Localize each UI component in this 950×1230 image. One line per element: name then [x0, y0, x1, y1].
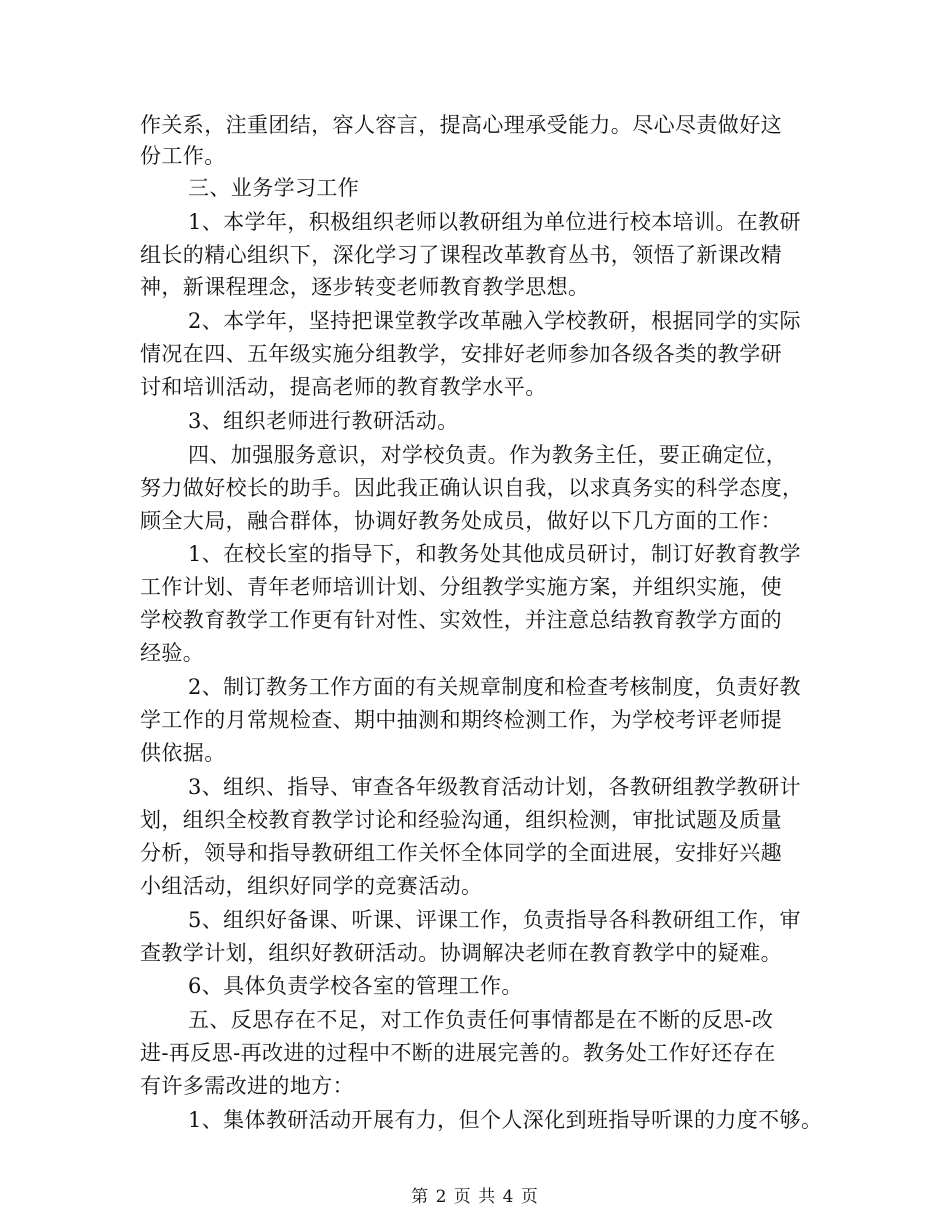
- section-heading: 四、加强服务意识，对学校负责。作为教务主任，要正确定位，: [188, 443, 788, 467]
- text-line: 查教学计划，组织好教研活动。协调解决老师在教育教学中的疑难。: [140, 941, 782, 965]
- text-line: 情况在四、五年级实施分组教学，安排好老师参加各级各类的教学研: [140, 342, 782, 366]
- text-line: 进-再反思-再改进的过程中不断的进展完善的。教务处工作好还存在: [140, 1041, 776, 1065]
- text-line: 5、组织好备课、听课、评课工作，负责指导各科教研组工作，审: [188, 908, 801, 932]
- text-line: 3、组织、指导、审查各年级教育活动计划，各教研组教学教研计: [188, 775, 801, 799]
- text-line: 作关系，注重团结，容人容言，提高心理承受能力。尽心尽责做好这: [140, 113, 782, 137]
- section-heading: 三、业务学习工作: [188, 176, 360, 200]
- text-line: 小组活动，组织好同学的竞赛活动。: [140, 874, 483, 898]
- text-line: 分析，领导和指导教研组工作关怀全体同学的全面进展，安排好兴趣: [140, 841, 782, 865]
- text-line: 6、具体负责学校各室的管理工作。: [188, 974, 523, 998]
- text-line: 工作计划、青年老师培训计划、分组教学实施方案，并组织实施，使: [140, 575, 782, 599]
- text-line: 2、制订教务工作方面的有关规章制度和检查考核制度，负责好教: [188, 675, 801, 699]
- text-line: 讨和培训活动，提高老师的教育教学水平。: [140, 375, 547, 399]
- text-line: 顾全大局，融合群体，协调好教务处成员，做好以下几方面的工作：: [140, 509, 782, 533]
- text-line: 经验。: [140, 641, 205, 665]
- text-line: 学工作的月常规检查、期中抽测和期终检测工作，为学校考评老师提: [140, 708, 782, 732]
- text-line: 1、集体教研活动开展有力，但个人深化到班指导听课的力度不够。: [188, 1108, 823, 1132]
- text-line: 3、组织老师进行教研活动。: [188, 409, 459, 433]
- text-line: 1、在校长室的指导下，和教务处其他成员研讨，制订好教育教学: [188, 542, 801, 566]
- text-line: 神，新课程理念，逐步转变老师教育教学思想。: [140, 275, 590, 299]
- text-line: 努力做好校长的助手。因此我正确认识自我，以求真务实的科学态度，: [140, 476, 804, 500]
- page-footer: 第 2 页 共 4 页: [411, 1187, 539, 1207]
- text-line: 学校教育教学工作更有针对性、实效性，并注意总结教育教学方面的: [140, 608, 782, 632]
- text-line: 2、本学年，坚持把课堂教学改革融入学校教研，根据同学的实际: [188, 309, 801, 333]
- text-line: 供依据。: [140, 741, 226, 765]
- text-line: 组长的精心组织下，深化学习了课程改革教育丛书，领悟了新课改精: [140, 243, 782, 267]
- section-heading: 五、反思存在不足，对工作负责任何事情都是在不断的反思-改: [188, 1008, 774, 1032]
- text-line: 划，组织全校教育教学讨论和经验沟通，组织检测，审批试题及质量: [140, 808, 782, 832]
- text-line: 有许多需改进的地方：: [140, 1074, 354, 1098]
- text-line: 份工作。: [140, 144, 226, 168]
- text-line: 1、本学年，积极组织老师以教研组为单位进行校本培训。在教研: [188, 210, 801, 234]
